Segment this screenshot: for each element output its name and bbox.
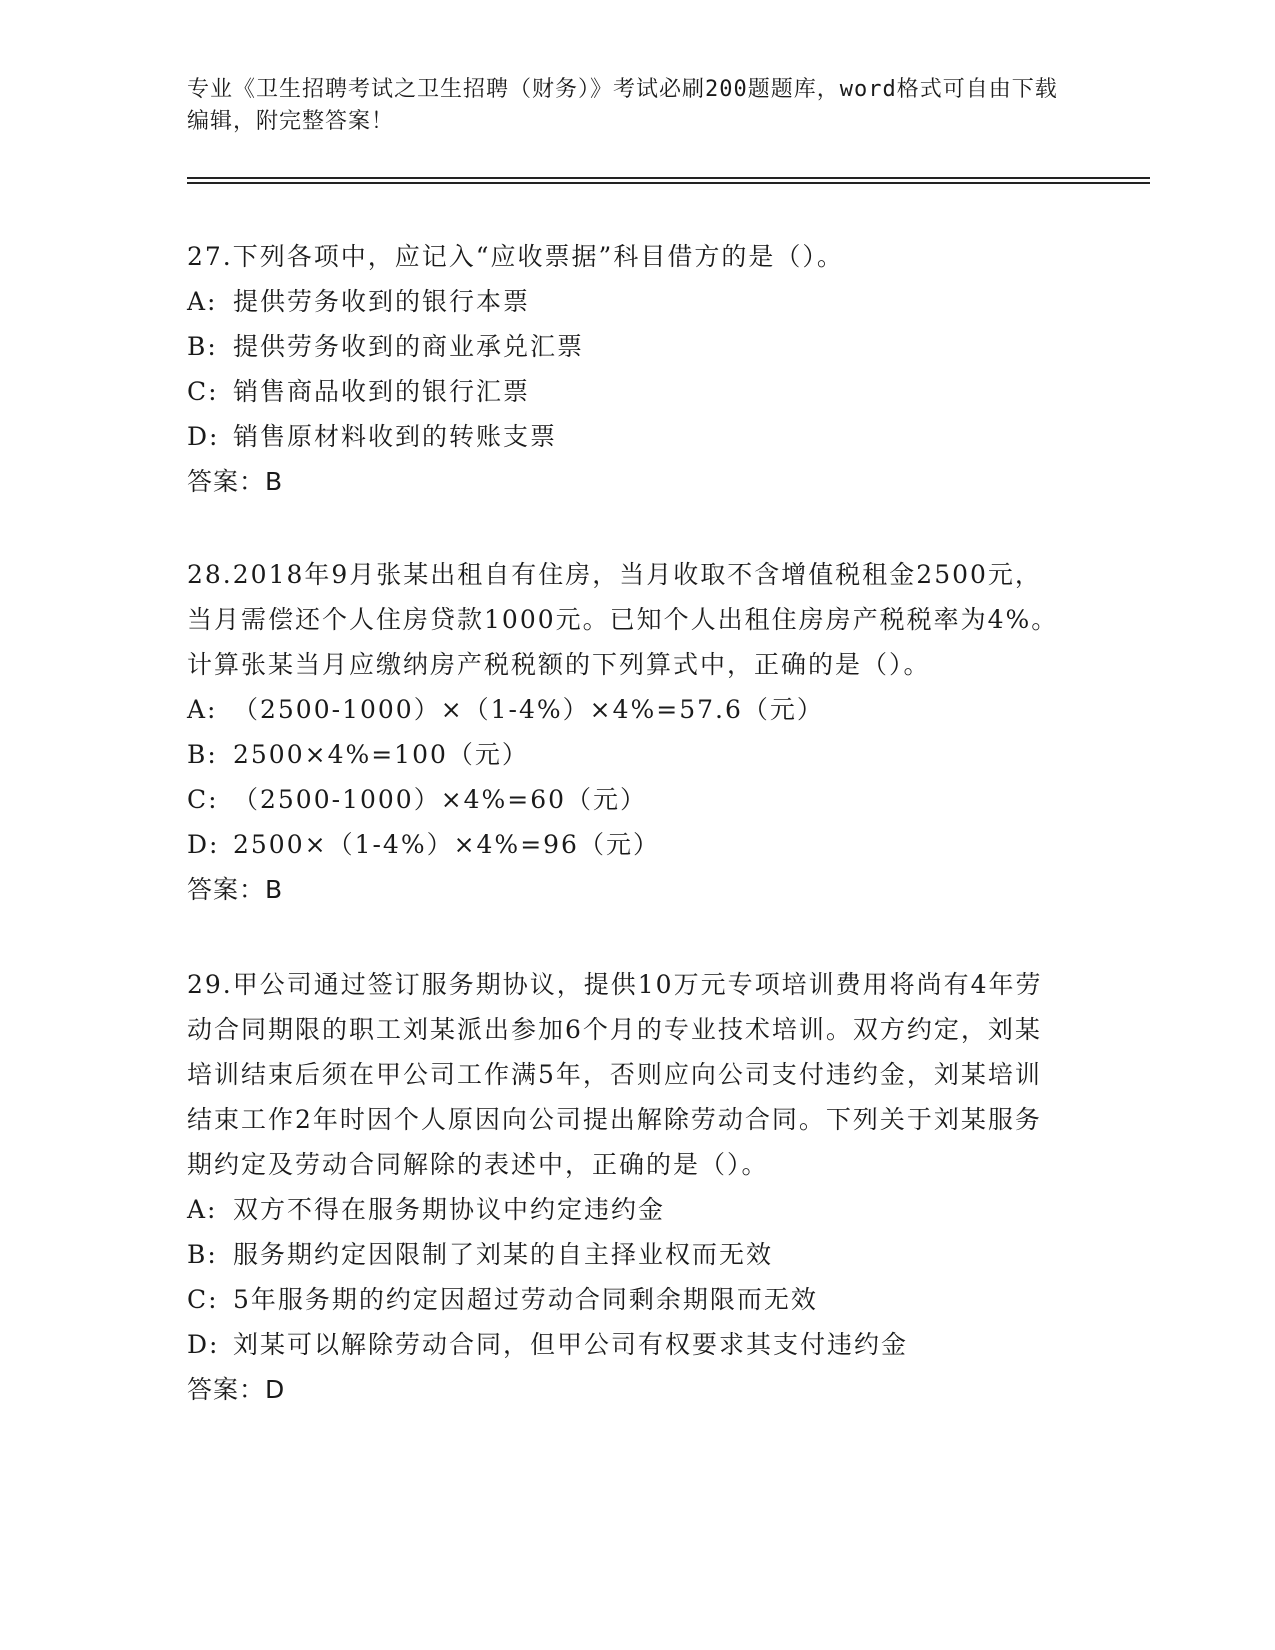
option-text: 刘某可以解除劳动合同，但甲公司有权要求其支付违约金	[233, 1330, 909, 1359]
header-divider-top	[187, 177, 1150, 179]
option-c	[187, 369, 1067, 414]
option-letter: C:	[187, 785, 219, 814]
option-c	[187, 777, 1067, 822]
option-letter: B:	[187, 332, 218, 361]
option-letter: A:	[187, 1195, 218, 1224]
option-letter: C:	[187, 377, 219, 406]
option-text: 提供劳务收到的银行本票	[233, 287, 531, 316]
option-a	[187, 1187, 1067, 1232]
option-text: 提供劳务收到的商业承兑汇票	[233, 332, 585, 361]
option-text: （2500-1000）×（1-4%）×4%=57.6（元）	[233, 695, 824, 724]
option-letter: D:	[187, 830, 220, 859]
option-letter: C:	[187, 1285, 219, 1314]
page-header: 专业《卫生招聘考试之卫生招聘（财务）》考试必刷200题题库，word格式可自由下载编辑，附完整答案！	[187, 77, 1058, 134]
option-a	[187, 687, 1067, 732]
question-27	[187, 234, 1067, 504]
question-stem: 27.下列各项中，应记入“应收票据”科目借方的是（）。	[187, 242, 844, 271]
option-letter: D:	[187, 422, 220, 451]
option-text: 2500×4%=100（元）	[233, 740, 529, 769]
option-b	[187, 324, 1067, 369]
option-text: 5年服务期的约定因超过劳动合同剩余期限而无效	[233, 1285, 818, 1314]
option-letter: A:	[187, 287, 218, 316]
option-text: 2500×（1-4%）×4%=96（元）	[233, 830, 660, 859]
option-letter: A:	[187, 695, 218, 724]
option-d	[187, 822, 1067, 867]
option-d	[187, 414, 1067, 459]
question-28	[187, 552, 1067, 912]
answer: 答案：B	[187, 875, 284, 904]
option-a	[187, 279, 1067, 324]
answer: 答案：D	[187, 1375, 286, 1404]
question-stem: 28.2018年9月张某出租自有住房，当月收取不含增值税租金2500元，当月需偿还个人住房贷款1000元。已知个人出租住房房产税税率为4%。计算张某当月应缴纳房产税税额的下列算式中，正确的是（）。	[187, 560, 1059, 679]
option-text: （2500-1000）×4%=60（元）	[233, 785, 648, 814]
option-letter: D:	[187, 1330, 220, 1359]
option-text: 销售原材料收到的转账支票	[233, 422, 558, 451]
option-text: 销售商品收到的银行汇票	[233, 377, 531, 406]
option-letter: B:	[187, 740, 218, 769]
option-b	[187, 1232, 1067, 1277]
option-letter: B:	[187, 1240, 218, 1269]
option-d	[187, 1322, 1067, 1367]
question-stem: 29.甲公司通过签订服务期协议，提供10万元专项培训费用将尚有4年劳动合同期限的职工刘某派出参加6个月的专业技术培训。双方约定，刘某培训结束后须在甲公司工作满5年，否则应向公司支付违约金，刘某培训结束工作2年时因个人原因向公司提出解除劳动合同。下列关于刘某服务期约定及劳动合同解除的表述中，正确的是（）。	[187, 970, 1043, 1179]
question-29	[187, 962, 1067, 1412]
header-divider-bottom	[187, 182, 1150, 184]
option-b	[187, 732, 1067, 777]
option-text: 双方不得在服务期协议中约定违约金	[233, 1195, 666, 1224]
option-c	[187, 1277, 1067, 1322]
option-text: 服务期约定因限制了刘某的自主择业权而无效	[233, 1240, 774, 1269]
answer: 答案：B	[187, 467, 284, 496]
